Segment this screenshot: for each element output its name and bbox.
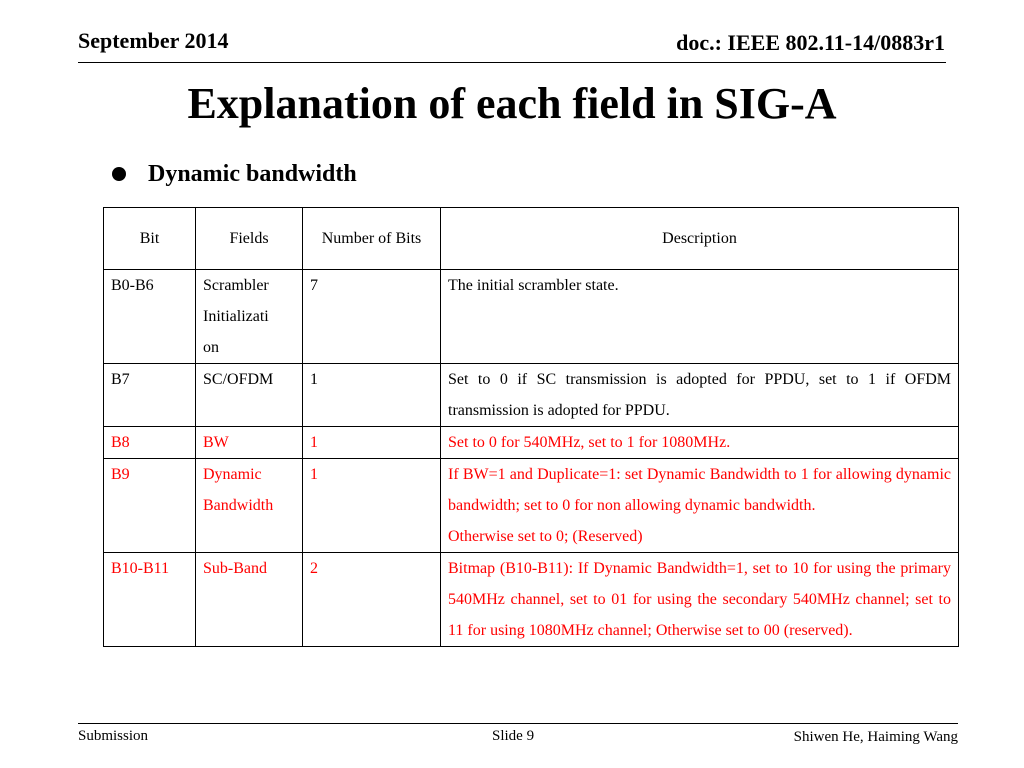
cell-fields-line: Bandwidth: [203, 497, 274, 514]
footer-submission: Submission: [78, 728, 149, 744]
cell-description: [441, 364, 959, 427]
cell-description: [441, 459, 959, 553]
cell-num-bits: 1: [303, 459, 441, 553]
table-header-row: [104, 208, 959, 270]
bullet-dot-icon: [112, 167, 126, 181]
column-header-fields: Fields: [196, 208, 303, 270]
table-row: [104, 364, 959, 427]
header-divider: [78, 62, 946, 63]
cell-bit: B7: [104, 364, 196, 427]
cell-fields-line: Sub-Band: [203, 560, 267, 577]
cell-fields: [196, 427, 303, 459]
cell-num-bits: 1: [303, 427, 441, 459]
slide-title: Explanation of each field in SIG-A: [187, 79, 837, 128]
cell-fields: [196, 270, 303, 364]
cell-fields-line: SC/OFDM: [203, 371, 274, 388]
cell-description-text: Bitmap (B10-B11): If Dynamic Bandwidth=1, set to 10 for using the primary 540MHz channel, set to 01 for using the secondary 540MHz channel; set to 11 for using 1080MHz channel; Otherwise set to 00 (reserved).: [448, 560, 951, 639]
cell-description-text: Otherwise set to 0; (Reserved): [448, 528, 643, 545]
cell-num-bits: 7: [303, 270, 441, 364]
cell-bit: B0-B6: [104, 270, 196, 364]
column-header-description: Description: [441, 208, 959, 270]
cell-description: [441, 427, 959, 459]
bullet-item: [112, 158, 357, 190]
footer-divider: [78, 723, 958, 724]
table-row: [104, 553, 959, 647]
cell-bit: B10-B11: [104, 553, 196, 647]
cell-fields-line: BW: [203, 434, 229, 451]
header-date: September 2014: [78, 28, 229, 53]
sig-a-field-table: [103, 207, 959, 647]
cell-fields-line: Dynamic: [203, 466, 262, 483]
cell-bit: B8: [104, 427, 196, 459]
cell-fields: [196, 364, 303, 427]
footer-authors: Shiwen He, Haiming Wang: [793, 729, 958, 745]
cell-fields-line: Initializati: [203, 308, 269, 325]
cell-fields-line: Scrambler: [203, 277, 269, 294]
cell-description-text: The initial scrambler state.: [448, 277, 619, 294]
cell-description: [441, 270, 959, 364]
cell-bit: B9: [104, 459, 196, 553]
header-doc-id: doc.: IEEE 802.11-14/0883r1: [676, 30, 945, 55]
cell-description-text: If BW=1 and Duplicate=1: set Dynamic Bandwidth to 1 for allowing dynamic bandwidth; set to 0 for non allowing dynamic bandwidth.: [448, 466, 951, 514]
column-header-number-of-bits-text: Number of Bits: [321, 230, 422, 247]
cell-description: [441, 553, 959, 647]
table-row: [104, 427, 959, 459]
cell-description-text: Set to 0 if SC transmission is adopted for PPDU, set to 1 if OFDM transmission is adopted for PPDU.: [448, 371, 951, 419]
cell-num-bits: 2: [303, 553, 441, 647]
cell-description-text: Set to 0 for 540MHz, set to 1 for 1080MHz.: [448, 434, 731, 451]
footer-slide-number: Slide 9: [492, 728, 535, 744]
cell-fields-line: on: [203, 339, 219, 356]
column-header-number-of-bits: [303, 208, 441, 270]
cell-num-bits: 1: [303, 364, 441, 427]
column-header-bit: Bit: [104, 208, 196, 270]
cell-fields: [196, 459, 303, 553]
cell-fields: [196, 553, 303, 647]
table-row: [104, 459, 959, 553]
table-row: [104, 270, 959, 364]
bullet-text: Dynamic bandwidth: [148, 161, 357, 187]
